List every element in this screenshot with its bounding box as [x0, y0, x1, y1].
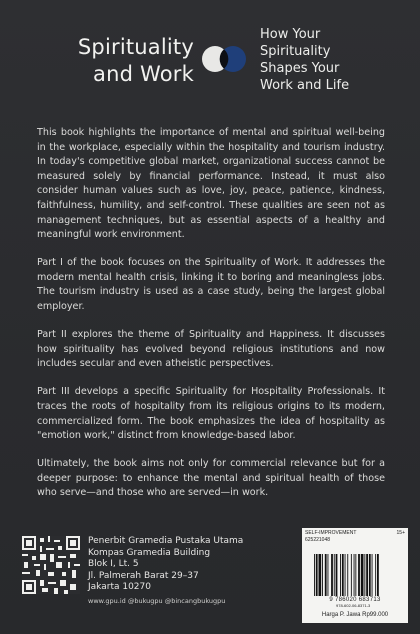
- barcode-label: [302, 528, 408, 623]
- subtitle-line-2: Spirituality: [260, 44, 331, 59]
- publisher-street: Jl. Palmerah Barat 29–37: [88, 570, 199, 581]
- title-line-2: and Work: [93, 62, 194, 86]
- barcode-item-code: 625221048: [305, 537, 331, 543]
- publisher-building: Kompas Gramedia Building: [88, 547, 211, 558]
- publisher-social: www.gpu.id @bukugpu @bincangbukugpu: [88, 596, 226, 605]
- blurb-paragraph-3: Part II explores the theme of Spirituality and Happiness. It discusses how spirituality has evolved beyond religious institutions and now includes secular and even atheistic perspectives.: [37, 329, 385, 370]
- qr-code-icon: [22, 536, 80, 594]
- overlapping-circles-logo: [200, 44, 250, 74]
- blurb-paragraph-5: Ultimately, the book aims not only for commercial relevance but for a deeper purpose: to enhance the mental and spiritual health of those who serve—and those who are served—in work.: [37, 458, 385, 499]
- subtitle-line-4: Work and Life: [260, 78, 350, 93]
- subtitle-line-3: Shapes Your: [260, 61, 340, 76]
- publisher-info: [88, 536, 258, 608]
- publisher-city: Jakarta 10270: [88, 582, 151, 593]
- blurb-paragraph-1: This book highlights the importance of mental and spiritual well-being in the workplace, especially within the hospitality and tourism industry. In today's competitive global market, organizational success cannot be measured solely by financial performance. Instead, it must also consider human values such as love, joy, peace, patience, kindness, faithfulness, humility, and self-control. These qualities are seen not as management techniques, but as essential aspects of a healthy and meaningful work environment.: [37, 127, 385, 241]
- publisher-name: Penerbit Gramedia Pustaka Utama: [88, 536, 244, 546]
- book-title: [44, 34, 194, 88]
- book-subtitle: [260, 26, 410, 94]
- barcode-price: Harga P. Jawa Rp99.000: [321, 612, 389, 618]
- barcode-number: 9 786020 683713: [329, 597, 381, 603]
- barcode-age: 15+: [396, 530, 405, 536]
- barcode-category: SELF-IMPROVEMENT: [305, 530, 357, 536]
- blurb: [37, 126, 385, 515]
- blurb-paragraph-2: Part I of the book focuses on the Spirituality of Work. It addresses the modern mental health crisis, linking it to boring and meaningless jobs. The tourism industry is used as a case study, being the largest global employer.: [37, 257, 385, 313]
- title-line-1: Spirituality: [77, 35, 194, 59]
- publisher-block: Blok I, Lt. 5: [88, 559, 139, 570]
- blurb-paragraph-4: Part III develops a specific Spirituality for Hospitality Professionals. It traces the roots of hospitality from its religious origins to its modern, commercialized form. The book emphasizes the idea of hospitality as "emotion work," distinct from knowledge-based labor.: [37, 386, 385, 442]
- barcode-bars-icon: [306, 554, 404, 598]
- subtitle-line-1: How Your: [260, 27, 321, 42]
- barcode-isbn: 978-602-06-8371-3: [336, 603, 371, 608]
